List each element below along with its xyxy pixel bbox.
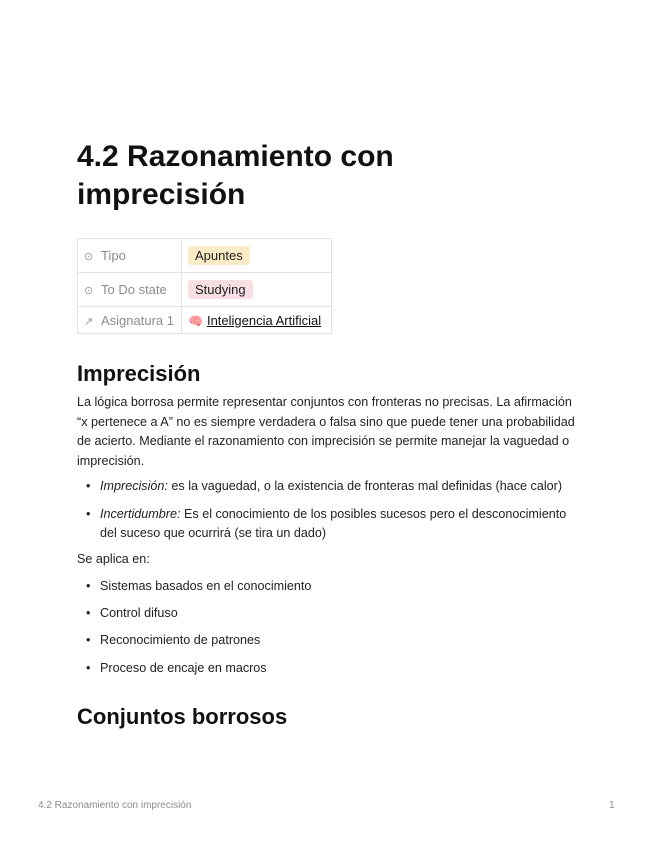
section-heading-conjuntos-borrosos: Conjuntos borrosos [77, 704, 288, 729]
definition-text: es la vaguedad, o la existencia de fronteras mal definidas (hace calor) [167, 479, 563, 493]
paragraph-intro: La lógica borrosa permite representar conjuntos con fronteras no precisas. La afirmación “x pertenece a A” no es siempre verdadera o falsa sino que puede tener una probabilidad de acierto. Mediante el razonamiento con imprecisión se permite manejar la vaguedad o imprecisión. [77, 395, 575, 468]
property-row-todo-state [78, 273, 332, 307]
chevron-circle-icon: ⊙ [84, 251, 94, 263]
list-item: • Reconocimiento de patrones [77, 631, 582, 651]
tag-studying[interactable]: Studying [188, 280, 253, 299]
list-item: • Proceso de encaje en macros [77, 659, 582, 679]
term-incertidumbre: Incertidumbre: [100, 506, 181, 521]
asignatura-link[interactable]: Inteligencia Artificial [206, 312, 322, 328]
list-item [77, 505, 582, 544]
property-key-asignatura: Asignatura 1 [101, 312, 174, 328]
list-item: • Sistemas basados en el conocimiento [77, 577, 582, 597]
property-row-asignatura [78, 307, 332, 334]
footer-title: 4.2 Razonamiento con imprecisión [38, 800, 192, 811]
list-item [77, 477, 582, 497]
section-heading-imprecision: Imprecisión [77, 361, 201, 386]
arrow-up-right-icon: ↗ [84, 315, 94, 328]
chevron-circle-icon: ⊙ [84, 285, 94, 297]
definitions-list [77, 477, 582, 544]
property-key-tipo: Tipo [101, 248, 126, 263]
property-key-todo-state: To Do state [101, 282, 167, 297]
list-item: • Control difuso [77, 604, 582, 624]
footer-page-number: 1 [609, 800, 615, 811]
term-imprecision: Imprecisión: [100, 479, 168, 493]
page-title: 4.2 Razonamiento con imprecisión [77, 140, 394, 211]
applications-list [77, 577, 582, 686]
definition-text: Es el conocimiento de los posibles sucesos pero el desconocimiento del suceso que ocurrirá (se tira un dado) [100, 506, 567, 540]
properties-table [77, 238, 332, 334]
applies-label: Se aplica en: [77, 552, 150, 566]
property-row-tipo [78, 239, 332, 273]
tag-apuntes[interactable]: Apuntes [188, 246, 250, 265]
brain-icon: 🧠 [188, 313, 203, 328]
